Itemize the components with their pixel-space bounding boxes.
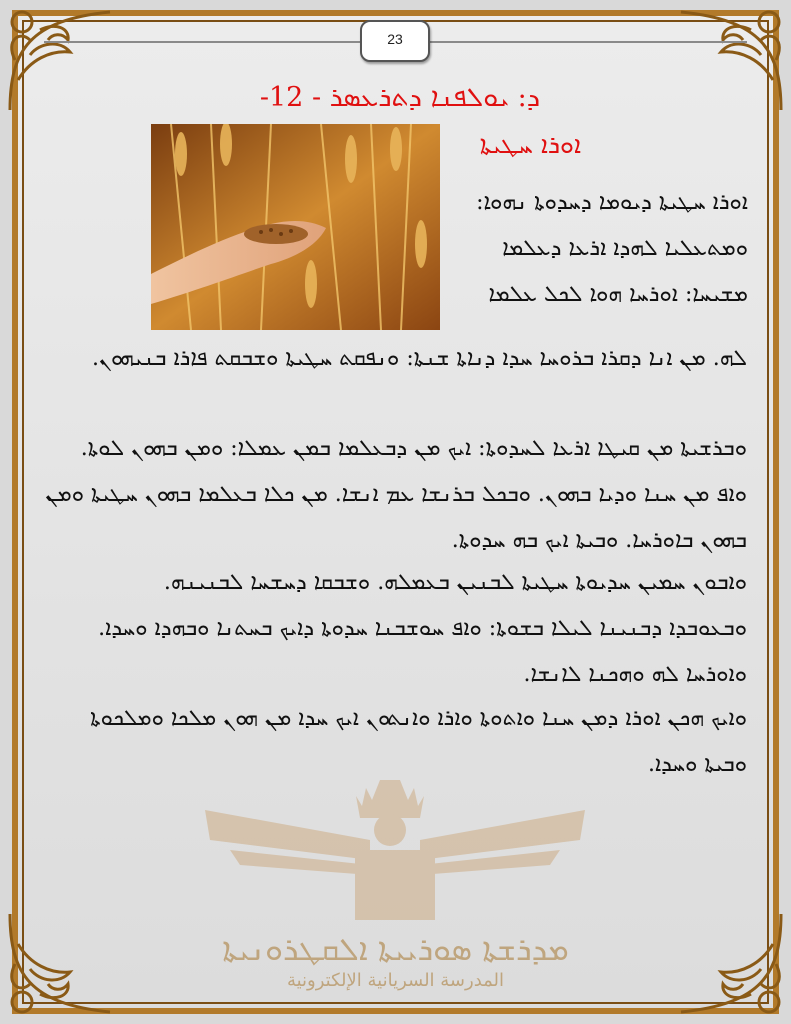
- top-right-ornament: [671, 0, 791, 120]
- lesson-title: ܕ: ܝܘܠܦܢܐ ܕܬܪܥܣܪ - 12-: [259, 82, 541, 113]
- paragraph: ܘܐܝܟ ܗܟܢ ܐܘܪܐ ܕܡܢ ܚܢܐ ܘܐܬܘܬܐ ܘܐܪܐ ܘܐܢܬܘܢ ܐܝܟ ܚܕܐ ܡܢ ܗܘܢ ܡܠܟܐ ܘܡܠܟܘܬܐ ܘܒܝܬܐ ܘܚܕܐ.: [90, 706, 747, 777]
- intro-verses: [448, 180, 748, 318]
- section-subtitle: ܐܘܪܐ ܚܛܝܬܐ: [479, 130, 581, 159]
- paragraph: ܠܗ. ܡܢ ܐܢܐ ܕܩܪܐ ܒܪܘܚܐ ܚܕܐ ܕܢܐܬܐ ܫܢܬܐ: ܘܢܦܩܬ ܚܛܝܬܐ ܘܫܒܩܬ ܦܐܪܐ ܒܢܝܗܘܢ.: [92, 346, 747, 371]
- watermark-syriac-text: ܡܕܪܫܬܐ ܣܘܪܝܝܬܐ ܐܠܩܛܪܘܢܝܬܐ: [222, 930, 569, 968]
- paragraph: ܘܒܥܘܒܕܐ ܕܒܢܝܢܐ ܠܝܠܐ ܒܫܘܬܐ: ܘܐܦ ܚܘܫܒܢܐ ܚܕܘܬܐ ܕܐܝܟ ܒܚܬܢܐ ܘܒܗܕܐ ܘܚܕܐ. ܘܐܘܪܚܐ ܠܗ ܘܗܟܢܐ ܠܐܢܫܐ.: [98, 616, 747, 687]
- wheat-hands-photo: [151, 124, 440, 330]
- watermark-arabic-text: المدرسة السريانية الإلكترونية: [286, 970, 505, 991]
- school-watermark: [0, 770, 791, 1010]
- intro-line: ܡܫܝܚܐ: ܐܘܪܚܐ ܗܘܐ ܠܟܠ ܥܠܡܐ: [488, 282, 748, 307]
- intro-line: ܘܡܬܥܠܝܐ ܠܗܕܐ ܐܪܥܐ ܕܥܠܡܐ: [502, 236, 748, 261]
- paragraph: ܘܐܒܘܢ ܚܡܝܢ ܚܕܝܘܬܐ ܚܛܝܬܐ ܠܒܢܝܢ ܒܥܡܠܗ. ܘܫܒܩܐ ܕܚܫܚܐ ܠܒܢܝܢܗ.: [163, 570, 747, 595]
- page-number: 23: [360, 20, 430, 62]
- paragraph: ܘܒܪܫܝܬܐ ܡܢ ܩܝܛܐ ܐܪܥܐ ܠܚܕܘܬܐ: ܐܝܟ ܡܢ ܕܒܥܠܡܐ ܒܡܢ ܥܡܠܐ: ܘܡܢ ܒܗܘܢ ܠܘܬܐ. ܘܐܦ ܡܢ ܚܢܐ ܘܕܝܐ ܒܗܘܢ. ܘܒܟܠ ܒܪܢܫܐ ܥܡ ܐܢܫܐ. ܡܢ ܟܠܐ ܒܥܠܡܐ ܒܗܘܢ ܚܛܝܬܐ ܘܡܢ ܒܗܘܢ ܒܐܘܪܚܐ. ܘܒܝܬܐ ܐܝܟ ܒܗ ܚܕܘܬܐ.: [45, 436, 747, 553]
- winged-emblem-logo: [0, 770, 791, 950]
- top-left-ornament: [0, 0, 120, 120]
- intro-line: ܐܘܪܐ ܚܛܝܬܐ ܕܝܘܡܐ ܕܚܕܘܬܐ ܢܗܘܐ:: [476, 190, 748, 215]
